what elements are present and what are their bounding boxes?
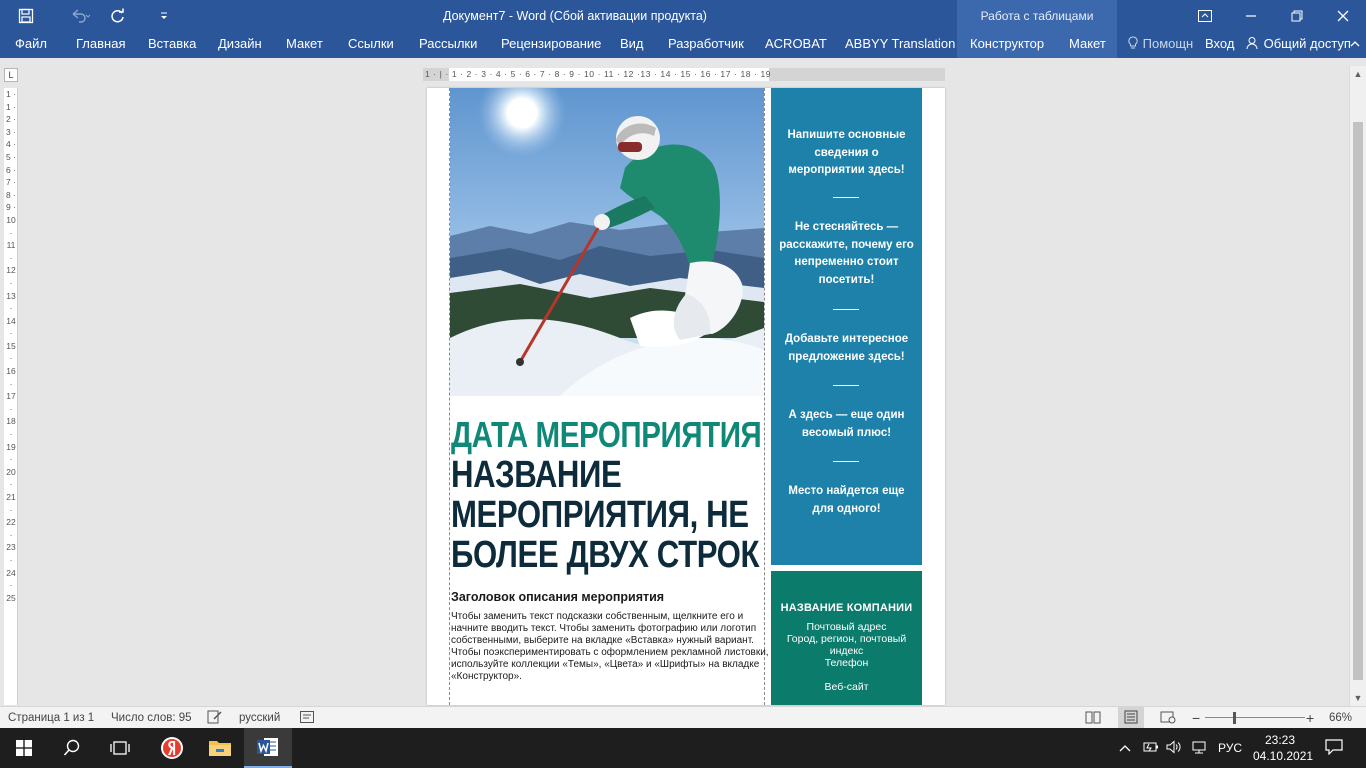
- sidebar-item[interactable]: Добавьте интересное предложение здесь!: [784, 333, 909, 363]
- skier-photo[interactable]: [450, 88, 764, 396]
- restore-button[interactable]: [1274, 0, 1320, 32]
- save-icon: [18, 8, 34, 24]
- vertical-ruler-scale: 1 · 1 · 2 · 3 · 4 · 5 · 6 · 7 · 8 · 9 · 10 · 11 · 12 · 13 · 14 · 15 · 16 · 17 · 18 · 19 · 20 · 21 · 22 · 23 · 24 · 25: [6, 89, 16, 603]
- sidebar-separator: [833, 385, 859, 386]
- status-bar: [0, 706, 1366, 728]
- sidebar-separator: [833, 461, 859, 462]
- print-layout-button[interactable]: [1118, 707, 1144, 729]
- restore-icon: [1291, 10, 1303, 22]
- zoom-in-button[interactable]: +: [1306, 710, 1315, 726]
- battery-plug-icon: [1143, 740, 1161, 754]
- clock-date: 04.10.2021: [1253, 749, 1314, 763]
- minimize-icon: [1245, 10, 1257, 22]
- yandex-browser-icon: [160, 736, 184, 760]
- folder-icon: [208, 738, 232, 758]
- minimize-button[interactable]: [1228, 0, 1274, 32]
- lightbulb-icon: [1127, 36, 1139, 50]
- tab-file[interactable]: Файл: [15, 36, 47, 51]
- company-website[interactable]: Веб-сайт: [824, 681, 869, 693]
- tab-home[interactable]: Главная: [76, 36, 126, 51]
- company-name[interactable]: НАЗВАНИЕ КОМПАНИИ: [780, 602, 913, 614]
- page-count[interactable]: Страница 1 из 1: [8, 712, 95, 724]
- web-layout-icon: [1160, 710, 1176, 724]
- word-count[interactable]: Число слов: 95: [111, 712, 192, 724]
- web-layout-button[interactable]: [1160, 707, 1176, 729]
- zoom-slider-thumb[interactable]: [1233, 712, 1236, 724]
- speaker-icon: [1166, 740, 1182, 754]
- tab-insert[interactable]: Вставка: [148, 36, 197, 51]
- event-date-heading[interactable]: ДАТА МЕРОПРИЯТИЯ: [451, 414, 762, 455]
- share-label: Общий доступ: [1263, 36, 1351, 51]
- action-center-button[interactable]: [1325, 728, 1343, 768]
- company-contact-panel[interactable]: [771, 571, 922, 705]
- save-button[interactable]: [12, 0, 40, 32]
- language-indicator[interactable]: русский: [239, 712, 281, 724]
- customize-qat-button[interactable]: [150, 0, 178, 32]
- tab-developer[interactable]: Разработчик: [668, 36, 744, 51]
- ribbon-tabs: [0, 32, 1366, 58]
- sidebar-item[interactable]: Место найдется еще для одного!: [788, 485, 905, 515]
- book-icon: [1085, 710, 1101, 724]
- power-status-button[interactable]: [1143, 728, 1161, 768]
- start-button[interactable]: [0, 728, 48, 768]
- task-view-button[interactable]: [96, 728, 144, 768]
- tab-table-design[interactable]: Конструктор: [970, 36, 1045, 51]
- notification-icon: [1325, 739, 1343, 755]
- scroll-thumb[interactable]: [1353, 122, 1363, 680]
- company-city[interactable]: Город, регион, почтовый индекс: [786, 633, 907, 657]
- clock[interactable]: [1253, 728, 1314, 768]
- zoom-level[interactable]: 66%: [1329, 712, 1353, 724]
- tab-selector[interactable]: L: [4, 68, 18, 82]
- undo-button[interactable]: [66, 0, 94, 32]
- horizontal-ruler-scale: 1 · | · 1 · 2 · 3 · 4 · 5 · 6 · 7 · 8 · 9 · 10 · 11 · 12 ·13 · 14 · 15 · 16 · 17 · 18 · 19: [425, 69, 772, 79]
- skier-image: [450, 88, 764, 396]
- tab-acrobat[interactable]: ACROBAT: [765, 36, 827, 51]
- sidebar-item[interactable]: Напишите основные сведения о мероприятии здесь!: [787, 129, 906, 176]
- tab-layout[interactable]: Макет: [286, 36, 323, 51]
- undo-icon: [69, 8, 91, 24]
- sidebar-item[interactable]: А здесь — еще один весомый плюс!: [788, 409, 905, 439]
- table-tools-header: Работа с таблицами: [957, 0, 1117, 32]
- task-view-icon: [110, 740, 130, 756]
- description-heading[interactable]: Заголовок описания мероприятия: [451, 590, 665, 604]
- taskbar-yandex-browser[interactable]: [148, 728, 196, 768]
- read-mode-button[interactable]: [1085, 707, 1101, 729]
- input-language-indicator[interactable]: РУС: [1218, 741, 1243, 755]
- event-name-heading[interactable]: НАЗВАНИЕ МЕРОПРИЯТИЯ, НЕ БОЛЕЕ ДВУХ СТРОК: [451, 454, 760, 576]
- windows-logo-icon: [16, 740, 32, 756]
- clock-time: 23:23: [1264, 733, 1296, 747]
- windows-taskbar: [0, 728, 1366, 768]
- tab-references[interactable]: Ссылки: [348, 36, 394, 51]
- sidebar-highlights-panel[interactable]: [771, 88, 922, 565]
- close-icon: [1337, 10, 1349, 22]
- network-button[interactable]: [1191, 728, 1207, 768]
- chevron-up-icon: [1350, 39, 1360, 49]
- scroll-down-button[interactable]: ▼: [1353, 693, 1363, 703]
- chevron-down-icon: [159, 11, 169, 21]
- macro-recording-button[interactable]: [300, 707, 314, 729]
- person-icon: [1246, 36, 1260, 50]
- ribbon-display-options-button[interactable]: [1182, 0, 1228, 32]
- tab-design[interactable]: Дизайн: [218, 36, 262, 51]
- tab-mailings[interactable]: Рассылки: [419, 36, 478, 51]
- zoom-out-button[interactable]: −: [1192, 710, 1201, 726]
- share-button[interactable]: [1246, 32, 1351, 58]
- tab-table-layout[interactable]: Макет: [1069, 36, 1106, 51]
- close-button[interactable]: [1320, 0, 1366, 32]
- title-bar: [0, 0, 1366, 32]
- tab-review[interactable]: Рецензирование: [501, 36, 602, 51]
- search-button[interactable]: [48, 728, 96, 768]
- company-phone[interactable]: Телефон: [824, 657, 869, 669]
- sidebar-item[interactable]: Не стесняйтесь — расскажите, почему его непременно стоит посетить!: [779, 221, 914, 286]
- scroll-up-button[interactable]: ▲: [1353, 69, 1363, 79]
- sidebar-separator: [833, 197, 859, 198]
- show-hidden-icons-button[interactable]: [1119, 728, 1131, 768]
- document-page[interactable]: [427, 88, 945, 705]
- taskbar-word[interactable]: [244, 728, 292, 768]
- tab-view[interactable]: Вид: [620, 36, 644, 51]
- tell-me-label: Помощн: [1142, 36, 1194, 51]
- vertical-scrollbar[interactable]: [1349, 66, 1366, 706]
- redo-icon: [110, 8, 126, 24]
- tell-me-button[interactable]: [1127, 32, 1193, 58]
- company-address[interactable]: Почтовый адрес: [806, 621, 887, 633]
- page-icon: [1124, 710, 1138, 724]
- volume-button[interactable]: [1166, 728, 1182, 768]
- table-main-column[interactable]: [449, 88, 769, 705]
- description-body[interactable]: Чтобы заменить текст подсказки собственным, щелкните его и начните вводить текст. Чтобы заменить фотографию или логотип собственными, выберите на вкладке «Вставка» нужный вариант. Чтобы поэкспериментировать с оформлением рекламной листовки, используйте коллекции «Темы», «Цвета» и «Шрифты» на вкладке «Конструктор».: [451, 611, 769, 682]
- vertical-ruler[interactable]: [4, 88, 18, 705]
- redo-button[interactable]: [104, 0, 132, 32]
- proofing-button[interactable]: [207, 707, 223, 729]
- sidebar-separator: [833, 309, 859, 310]
- horizontal-ruler[interactable]: [423, 68, 945, 81]
- word-icon: [256, 736, 280, 758]
- zoom-slider[interactable]: [1205, 717, 1305, 718]
- sign-in-link[interactable]: Вход: [1205, 36, 1235, 51]
- quick-access-toolbar: [0, 0, 178, 32]
- tab-abbyy[interactable]: ABBYY Translation: [845, 36, 956, 51]
- proofing-icon: [207, 710, 223, 724]
- collapse-ribbon-button[interactable]: [1350, 33, 1360, 59]
- chevron-up-icon: [1119, 743, 1131, 753]
- taskbar-file-explorer[interactable]: [196, 728, 244, 768]
- macro-icon: [300, 711, 314, 723]
- window-title: Документ7 - Word (Сбой активации продукта): [443, 9, 707, 23]
- ribbon-display-icon: [1198, 10, 1212, 22]
- search-icon: [63, 739, 81, 757]
- network-icon: [1191, 740, 1207, 754]
